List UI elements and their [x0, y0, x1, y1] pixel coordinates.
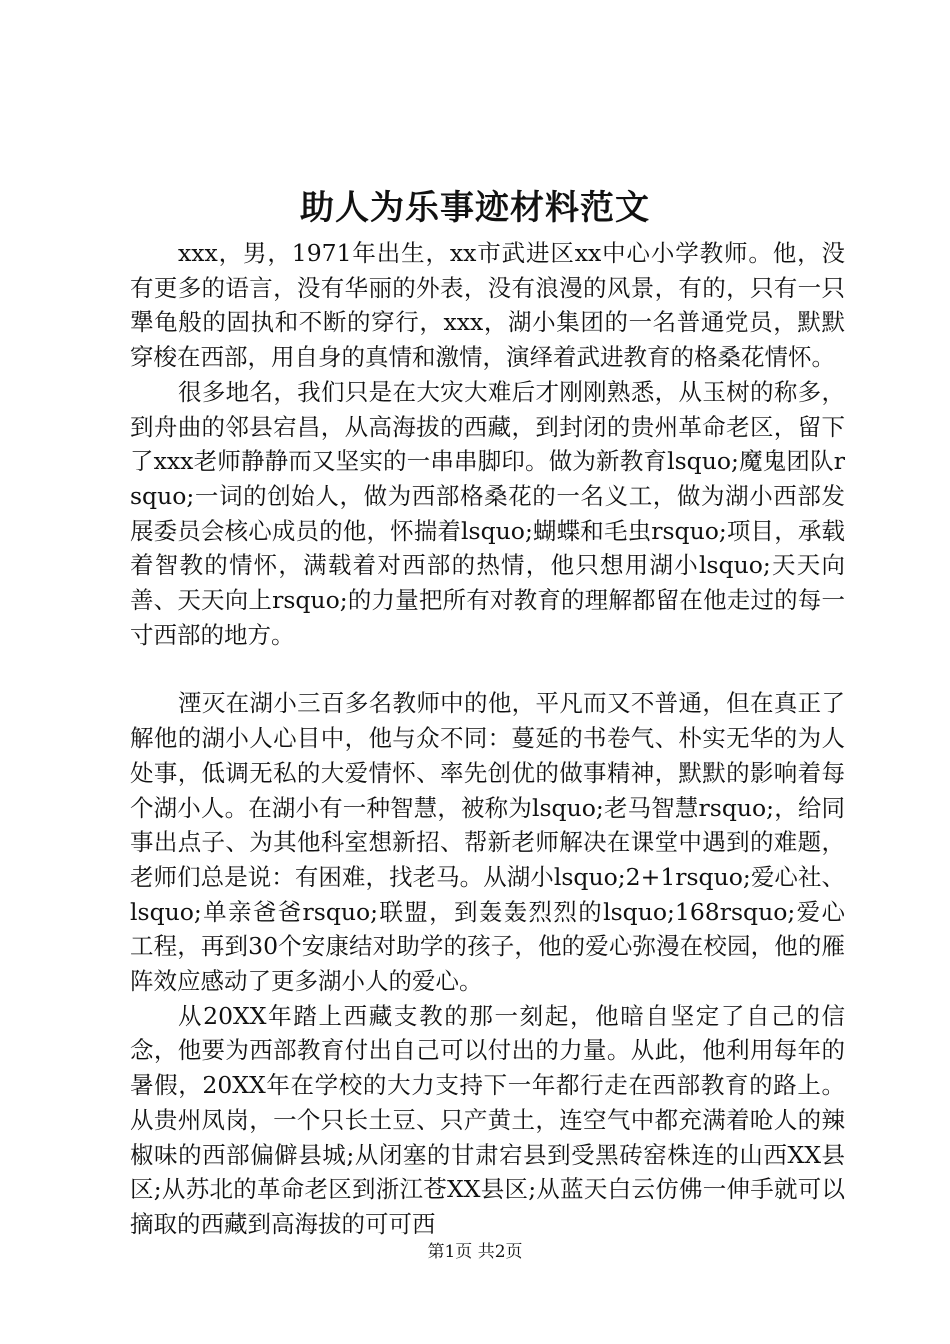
paragraph-colleagues: 湮灭在湖小三百多名教师中的他，平凡而又不普通，但在真正了解他的湖小人心目中，他与众不同：蔓延的书卷气、朴实无华的为人处事，低调无私的大爱情怀、率先创优的做事精神，默默的影响着每个湖小人。在湖小有一种智慧，被称为lsquo;老马智慧rsquo;，给同事出点子、为其他科室想新招、帮新老师解决在课堂中遇到的难题，老师们总是说：有困难，找老马。从湖小lsquo;2+1rsquo;爱心社、lsquo;单亲爸爸rsquo;联盟，到轰轰烈烈的lsquo;168rsquo;爱心工程，再到30个安康结对助学的孩子，他的爱心弥漫在校园，他的雁阵效应感动了更多湖小人的爱心。: [130, 689, 845, 996]
document-body: [130, 236, 845, 1242]
paragraph-intro: xxx，男，1971年出生，xx市武进区xx中心小学教师。他，没有更多的语言，没有华丽的外表，没有浪漫的风景，有的，只有一只犟龟般的固执和不断的穿行，xxx，湖小集团的一名普通党员，默默穿梭在西部，用自身的真情和激情，演绎着武进教育的格桑花情怀。: [130, 239, 845, 372]
page-footer: 第1页 共2页: [427, 1242, 523, 1262]
paragraph-tibet: 从20XX年踏上西藏支教的那一刻起，他暗自坚定了自己的信念，他要为西部教育付出自己可以付出的力量。从此，他利用每年的暑假，20XX年在学校的大力支持下一年都行走在西部教育的路上。从贵州凤岗，一个只长土豆、只产黄土，连空气中都充满着呛人的辣椒味的西部偏僻县城;从闭塞的甘肃宕县到受黑砖窑株连的山西XX县区;从苏北的革命老区到浙江苍XX县区;从蓝天白云仿佛一伸手就可以摘取的西藏到高海拔的可可西: [130, 1001, 845, 1238]
page-title: 助人为乐事迹材料范文: [300, 188, 650, 228]
paragraph-footprints: 很多地名，我们只是在大灾大难后才刚刚熟悉，从玉树的称多，到舟曲的邻县宕昌，从高海拔的西藏，到封闭的贵州革命老区，留下了xxx老师静静而又坚实的一串串脚印。做为新教育lsquo;魔鬼团队rsquo;一词的创始人，做为西部格桑花的一名义工，做为湖小西部发展委员会核心成员的他，怀揣着lsquo;蝴蝶和毛虫rsquo;项目，承载着智教的情怀，满载着对西部的热情，他只想用湖小lsquo;天天向善、天天向上rsquo;的力量把所有对教育的理解都留在他走过的每一寸西部的地方。: [130, 377, 845, 649]
